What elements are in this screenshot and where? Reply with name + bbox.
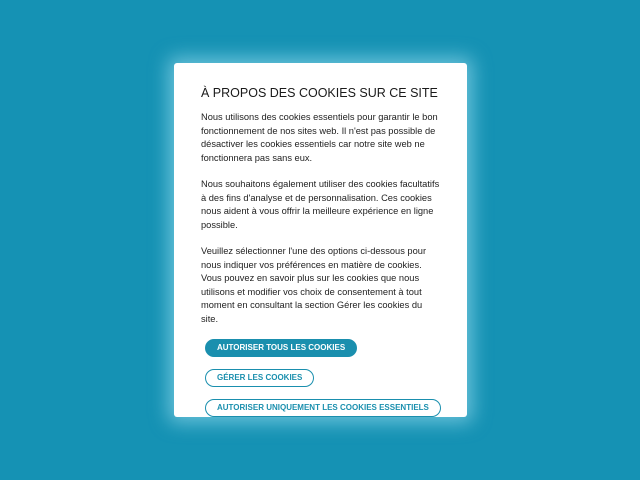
accept-all-cookies-button[interactable]: AUTORISER TOUS LES COOKIES [205, 339, 357, 357]
essential-only-row [201, 397, 441, 427]
manage-row [201, 367, 441, 397]
accept-all-row [201, 337, 441, 367]
essential-cookies-only-button[interactable]: AUTORISER UNIQUEMENT LES COOKIES ESSENTIELS [205, 399, 441, 417]
dialog-actions [201, 337, 441, 427]
cookie-consent-dialog [174, 63, 467, 417]
dialog-title: À PROPOS DES COOKIES SUR CE SITE [201, 86, 438, 100]
essential-cookies-paragraph: Nous utilisons des cookies essentiels pour garantir le bon fonctionnement de nos sites web. Il n'est pas possible de désactiver les cookies essentiels car notre site web ne fonctionnera pas sans eux. [201, 112, 438, 163]
preferences-paragraph: Veuillez sélectionner l'une des options ci-dessous pour nous indiquer vos préférences en matière de cookies. Vous pouvez en savoir plus sur les cookies que nous utilisons et modifier vos choix de consentement à tout moment en consultant la section Gérer les cookies du site. [201, 246, 427, 324]
optional-cookies-paragraph: Nous souhaitons également utiliser des cookies facultatifs à des fins d'analyse et de personnalisation. Ces cookies nous aident à vous offrir la meilleure expérience en ligne possible. [201, 179, 440, 230]
manage-cookies-button[interactable]: GÉRER LES COOKIES [205, 369, 314, 387]
